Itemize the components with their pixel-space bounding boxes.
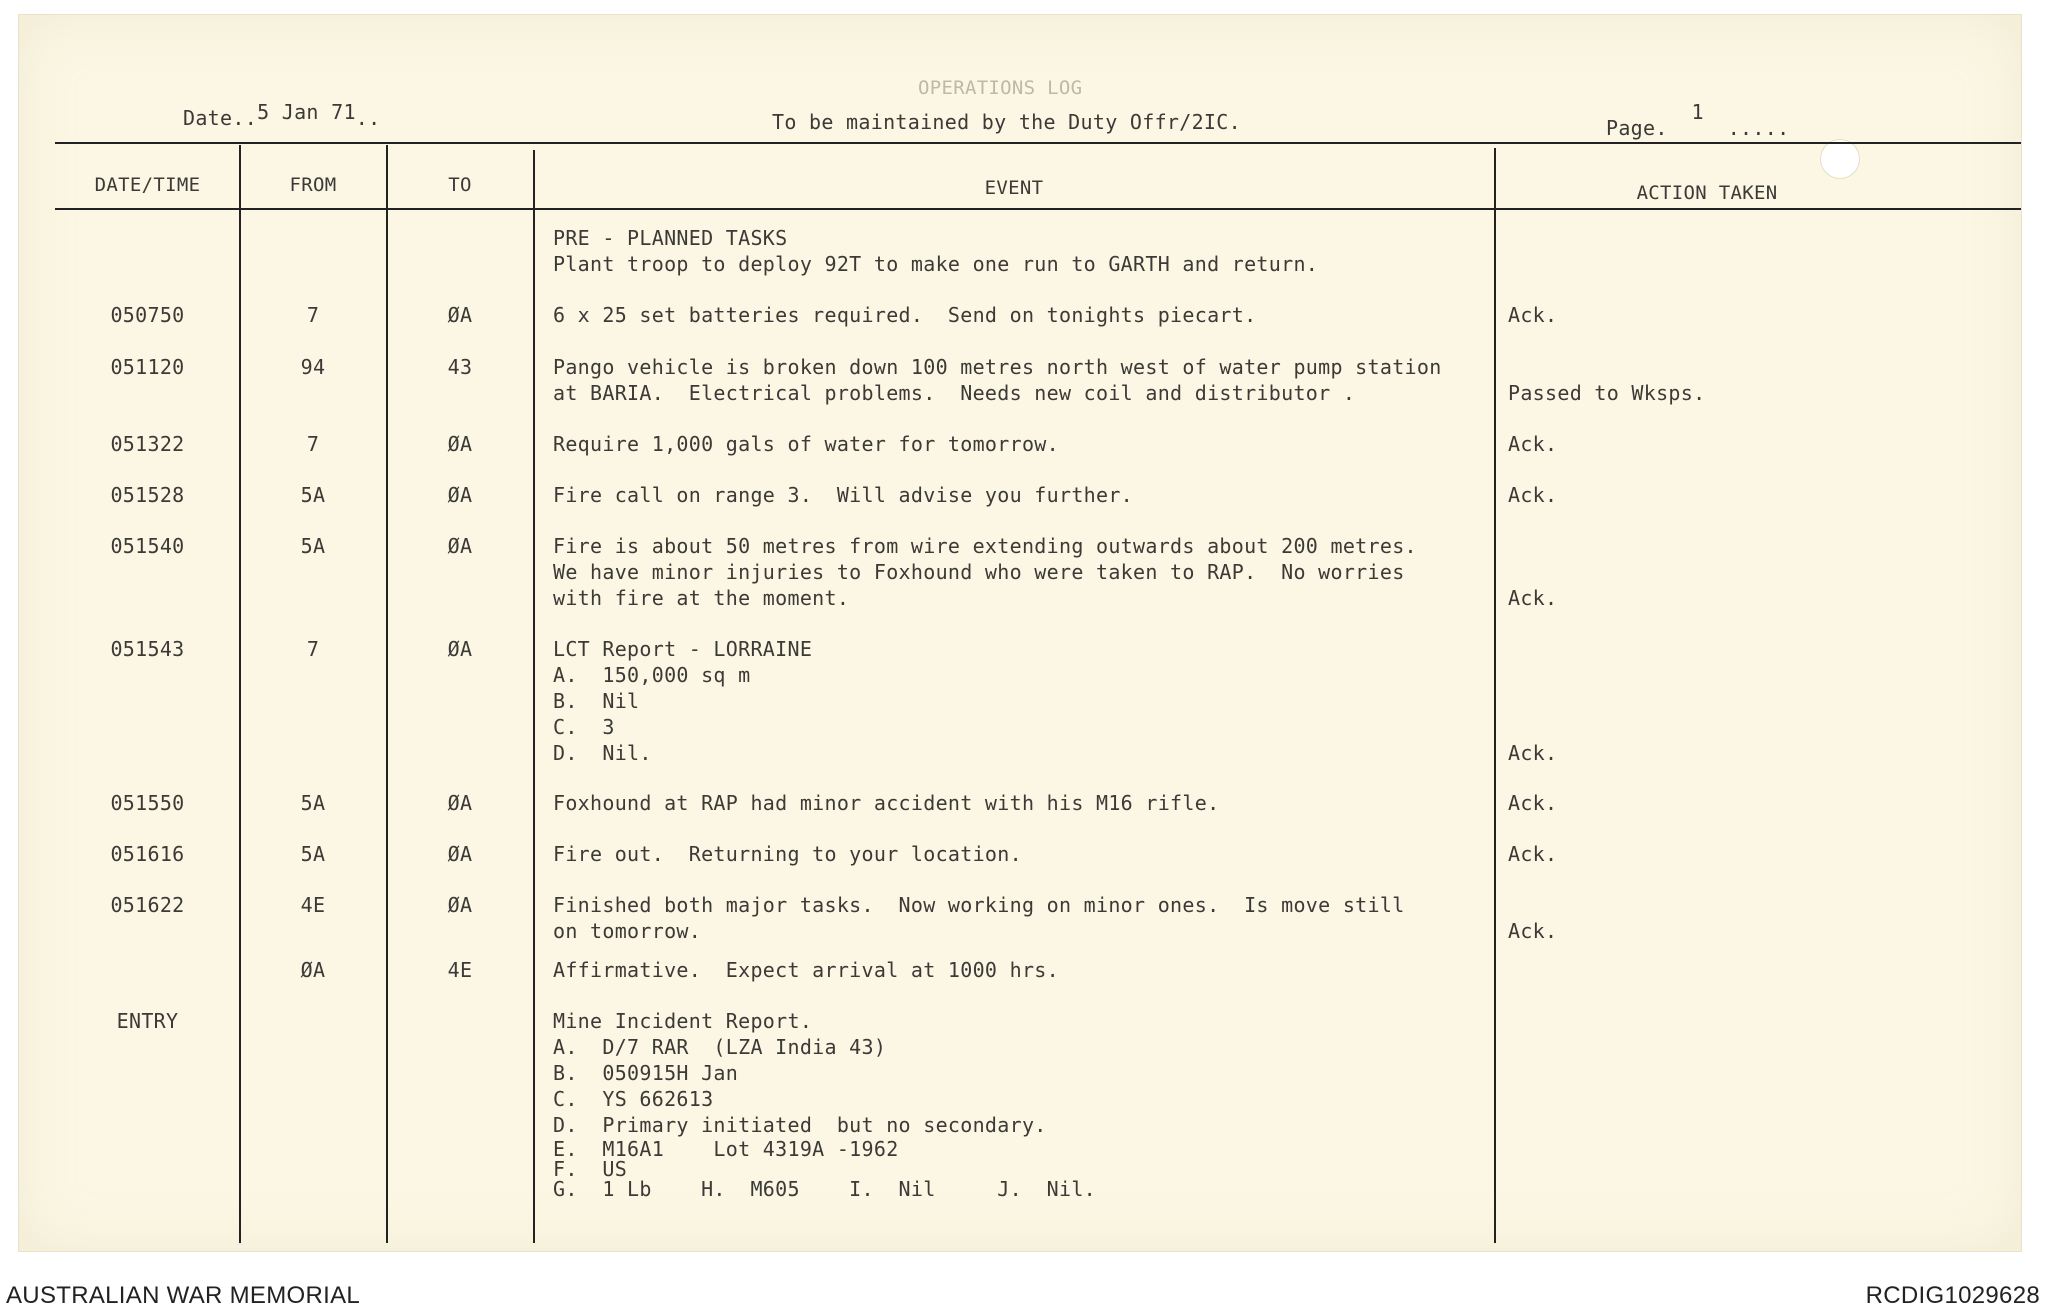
footer-reference: RCDIG1029628 [1865,1282,2040,1309]
row-6-to: ØA [447,637,473,661]
row-6-event-line-4: D. Nil. [553,741,652,765]
row-1-event-line-0: 6 x 25 set batteries required. Send on tonights piecart. [553,303,1257,327]
row-5-to: ØA [447,534,473,558]
row-1-action: Ack. [1508,303,1558,327]
row-10-event-line-0: Affirmative. Expect arrival at 1000 hrs. [553,958,1059,982]
row-6-event-line-0: LCT Report - LORRAINE [553,637,813,661]
col-divider-1 [239,145,241,1243]
col-header-to: TO [448,174,472,196]
row-11-event-line-1: A. D/7 RAR (LZA India 43) [553,1035,887,1059]
row-2-time: 051120 [110,355,185,379]
row-7-action: Ack. [1508,791,1558,815]
row-9-event-line-1: on tomorrow. [553,919,702,943]
row-6-event-line-1: A. 150,000 sq m [553,663,751,687]
row-5-time: 051540 [110,534,185,558]
col-divider-2 [386,145,388,1243]
row-7-event-line-0: Foxhound at RAP had minor accident with his M16 rifle. [553,791,1220,815]
punch-hole [1820,139,1860,179]
row-5-event-line-1: We have minor injuries to Foxhound who were taken to RAP. No worries [553,560,1405,584]
row-11-event-line-6: F. US [553,1157,628,1181]
row-7-from: 5A [300,791,326,815]
col-header-action: ACTION TAKEN [1636,182,1778,204]
row-8-from: 5A [300,842,326,866]
row-6-time: 051543 [110,637,185,661]
row-4-from: 5A [300,483,326,507]
row-11-event-line-2: B. 050915H Jan [553,1061,739,1085]
row-8-action: Ack. [1508,842,1558,866]
row-4-to: ØA [447,483,473,507]
col-header-from: FROM [289,174,337,196]
header-top-rule [55,142,2021,144]
date-label: Date..5 Jan 71.. [183,100,381,130]
col-divider-4 [1494,148,1496,1243]
row-8-to: ØA [447,842,473,866]
row-5-from: 5A [300,534,326,558]
row-9-time: 051622 [110,893,185,917]
row-11-event-line-3: C. YS 662613 [553,1087,714,1111]
row-5-event-line-2: with fire at the moment. [553,586,850,610]
row-6-event-line-3: C. 3 [553,715,615,739]
row-11-event-line-4: D. Primary initiated but no secondary. [553,1113,1047,1137]
row-7-time: 051550 [110,791,185,815]
row-4-action: Ack. [1508,483,1558,507]
row-9-to: ØA [447,893,473,917]
footer-institution: AUSTRALIAN WAR MEMORIAL [6,1282,361,1309]
col-divider-3 [533,150,535,1243]
row-2-action: Passed to Wksps. [1508,381,1706,405]
row-11-event-line-0: Mine Incident Report. [553,1009,813,1033]
page-value: 1 [1691,100,1704,124]
row-6-action: Ack. [1508,741,1558,765]
row-3-from: 7 [306,432,320,456]
row-2-event-line-1: at BARIA. Electrical problems. Needs new coil and distributor . [553,381,1356,405]
row-4-time: 051528 [110,483,185,507]
row-1-to: ØA [447,303,473,327]
row-2-from: 94 [300,355,326,379]
row-3-event-line-0: Require 1,000 gals of water for tomorrow. [553,432,1059,456]
row-11-time: ENTRY [116,1009,179,1033]
maintained-note: To be maintained by the Duty Offr/2IC. [772,110,1241,134]
row-8-event-line-0: Fire out. Returning to your location. [553,842,1022,866]
row-10-from: ØA [300,958,326,982]
row-3-action: Ack. [1508,432,1558,456]
row-9-event-line-0: Finished both major tasks. Now working on minor ones. Is move still [553,893,1405,917]
row-11-event-line-7: G. 1 Lb H. M605 I. Nil J. Nil. [553,1177,1097,1201]
date-label-text: Date [183,106,233,130]
row-4-event-line-0: Fire call on range 3. Will advise you further. [553,483,1134,507]
row-11-event-line-5: E. M16A1 Lot 4319A -1962 [553,1137,899,1161]
header-bottom-rule [55,208,2021,210]
row-9-action: Ack. [1508,919,1558,943]
row-6-event-line-2: B. Nil [553,689,640,713]
row-2-to: 43 [447,355,473,379]
row-10-to: 4E [447,958,473,982]
row-5-event-line-0: Fire is about 50 metres from wire extending outwards about 200 metres. [553,534,1417,558]
page-label-text: Page [1606,116,1656,140]
row-3-to: ØA [447,432,473,456]
row-6-from: 7 [306,637,320,661]
row-0-event-line-0: PRE - PLANNED TASKS [553,226,788,250]
date-value: 5 Jan 71 [257,100,356,124]
row-1-from: 7 [306,303,320,327]
row-0-event-line-1: Plant troop to deploy 92T to make one run to GARTH and return. [553,252,1319,276]
col-header-datetime: DATE/TIME [94,174,201,196]
row-7-to: ØA [447,791,473,815]
col-header-event: EVENT [984,177,1044,199]
page-label: Page.1..... [1606,100,1790,140]
row-1-time: 050750 [110,303,185,327]
row-3-time: 051322 [110,432,185,456]
row-2-event-line-0: Pango vehicle is broken down 100 metres north west of water pump station [553,355,1442,379]
log-title: OPERATIONS LOG [918,77,1083,99]
row-8-time: 051616 [110,842,185,866]
row-9-from: 4E [300,893,326,917]
row-5-action: Ack. [1508,586,1558,610]
